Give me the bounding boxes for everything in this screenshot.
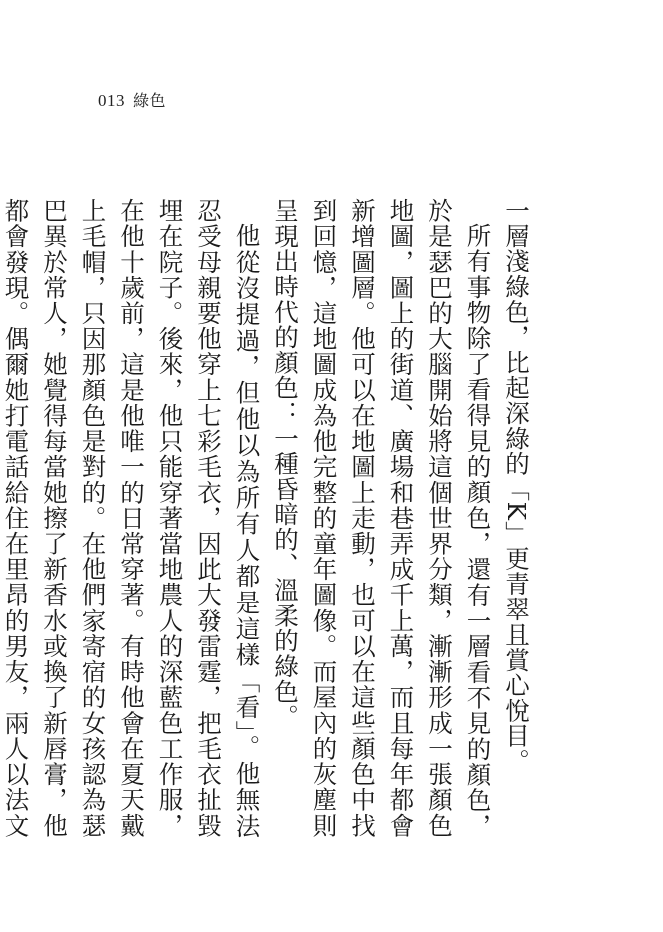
paragraph-1: 一層淺綠色，比起深綠的「K」更青翠且賞心悅目。 (502, 198, 531, 774)
body-text (0, 198, 535, 838)
page-header (98, 88, 166, 111)
paragraph-3: 他從沒提過，但他以為所有人都是這樣「看」。他無法忍受母親要他穿上七彩毛衣，因此大發雷霆，把毛衣扯毀埋在院子。後來，他只能穿著當地農人的深藍色工作服，在他十歲前，這是他唯一的日常穿著。有時他會在夏天戴上毛帽，只因那顏色是對的。在他們家寄宿的女孩認為瑟巴異於常人，她覺得每當她擦了新香水或換了新唇膏，他都會發現。偶爾她打電話給住在里昂的男友，兩人以法文 (1, 198, 262, 838)
chapter-title: 綠色 (133, 91, 167, 110)
page-number: 013 (98, 91, 125, 110)
paragraph-2: 所有事物除了看得見的顏色，還有一層看不見的顏色，於是瑟巴的大腦開始將這個世界分類，漸漸形成一張顏色地圖，圖上的街道、廣場和巷弄成千上萬，而且每年都會新增圖層。他可以在地圖上走動，也可以在這些顏色中找到回憶，這地圖成為他完整的童年圖像。而屋內的灰塵則呈現出時代的顏色：一種昏暗的、溫柔的綠色。 (271, 198, 493, 838)
